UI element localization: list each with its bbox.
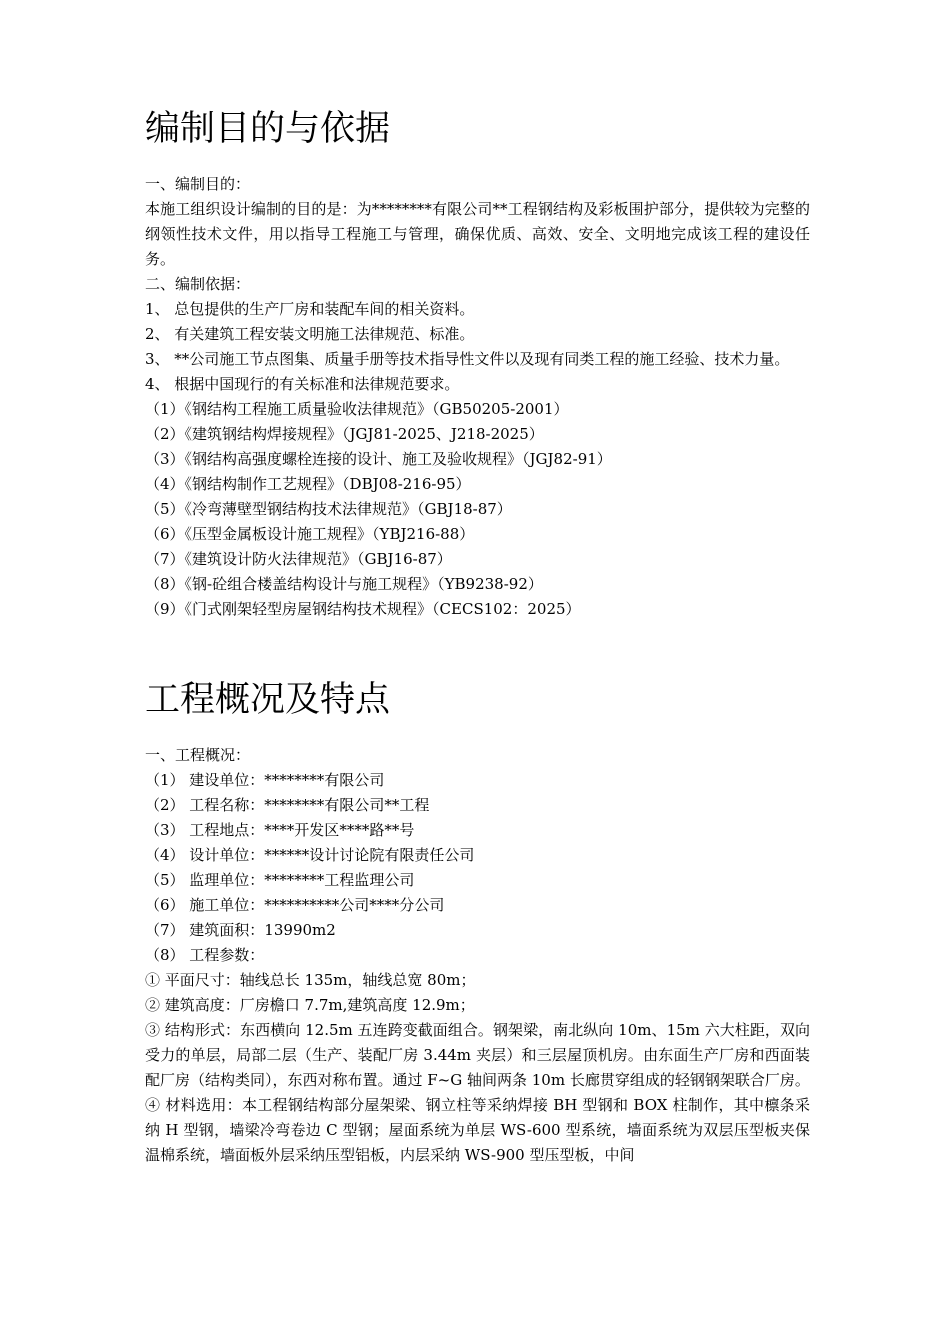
standard-item: （8）《钢-砼组合楼盖结构设计与施工规程》（YB9238-92）: [145, 575, 543, 593]
list-item: 3、 **公司施工节点图集、质量手册等技术指导性文件以及现有同类工程的施工经验、技术力量。: [145, 350, 790, 368]
list-item: 4、 根据中国现行的有关标准和法律规范要求。: [145, 375, 460, 393]
parameter-item: ③ 结构形式：东西横向 12.5m 五连跨变截面组合。钢架梁，南北纵向 10m、15m 六大柱距，双向受力的单层，局部二层（生产、装配厂房 3.44m 夹层）和三层屋顶机房。由东面生产厂房和西面装配厂房（结构类同），东西对称布置。通过 F~G 轴间两条 10m 长廊贯穿组成的轻钢钢架联合厂房。: [145, 1021, 810, 1089]
section-body: [145, 743, 810, 1168]
section-heading: 编制目的与依据: [145, 109, 391, 149]
standard-item: （5）《冷弯薄壁型钢结构技术法律规范》（GBJ18-87）: [145, 500, 512, 518]
standard-item: （4）《钢结构制作工艺规程》（DBJ08-216-95）: [145, 475, 471, 493]
info-item: （4） 设计单位：******设计讨论院有限责任公司: [145, 846, 475, 864]
parameter-item: ④ 材料选用：本工程钢结构部分屋架梁、钢立柱等采纳焊接 BH 型钢和 BOX 柱制作，其中檩条采纳 H 型钢，墙梁冷弯卷边 C 型钢；屋面系统为单层 WS-600 型系统，墙面系统为双层压型板夹保温棉系统，墙面板外层采纳压型铝板，内层采纳 WS-900 型压型板，中间: [145, 1096, 810, 1164]
list-item: 1、 总包提供的生产厂房和装配车间的相关资料。: [145, 300, 475, 318]
info-item: （5） 监理单位：********工程监理公司: [145, 871, 415, 889]
list-item: 2、 有关建筑工程安装文明施工法律规范、标准。: [145, 325, 475, 343]
standard-item: （9）《门式刚架轻型房屋钢结构技术规程》（CECS102：2025）: [145, 600, 581, 618]
subheading-purpose: 一、编制目的：: [145, 175, 251, 193]
paragraph-purpose: 本施工组织设计编制的目的是：为********有限公司**工程钢结构及彩板围护部分，提供较为完整的纲领性技术文件，用以指导工程施工与管理，确保优质、高效、安全、文明地完成该工程的建设任务。: [145, 200, 810, 268]
section-project-overview: [145, 679, 810, 1168]
section-purpose-basis: [145, 108, 810, 622]
info-item: （8） 工程参数：: [145, 946, 265, 964]
parameter-item: ② 建筑高度：厂房檐口 7.7m,建筑高度 12.9m；: [145, 996, 475, 1014]
standard-item: （3）《钢结构高强度螺栓连接的设计、施工及验收规程》（JGJ82-91）: [145, 450, 612, 468]
standard-item: （1）《钢结构工程施工质量验收法律规范》（GB50205-2001）: [145, 400, 569, 418]
standard-item: （6）《压型金属板设计施工规程》（YBJ216-88）: [145, 525, 475, 543]
section-body: [145, 172, 810, 622]
info-item: （3） 工程地点：****开发区****路**号: [145, 821, 415, 839]
subheading-overview: 一、工程概况：: [145, 746, 251, 764]
info-item: （1） 建设单位：********有限公司: [145, 771, 385, 789]
standard-item: （2）《建筑钢结构焊接规程》（JGJ81-2025、J218-2025）: [145, 425, 544, 443]
section-heading: 工程概况及特点: [145, 680, 391, 720]
info-item: （6） 施工单位：**********公司****分公司: [145, 896, 445, 914]
parameter-item: ① 平面尺寸：轴线总长 135m，轴线总宽 80m；: [145, 971, 476, 989]
info-item: （7） 建筑面积：13990m2: [145, 921, 336, 939]
document-page: [145, 0, 810, 1168]
standard-item: （7）《建筑设计防火法律规范》（GBJ16-87）: [145, 550, 452, 568]
subheading-basis: 二、编制依据：: [145, 275, 251, 293]
info-item: （2） 工程名称：********有限公司**工程: [145, 796, 430, 814]
